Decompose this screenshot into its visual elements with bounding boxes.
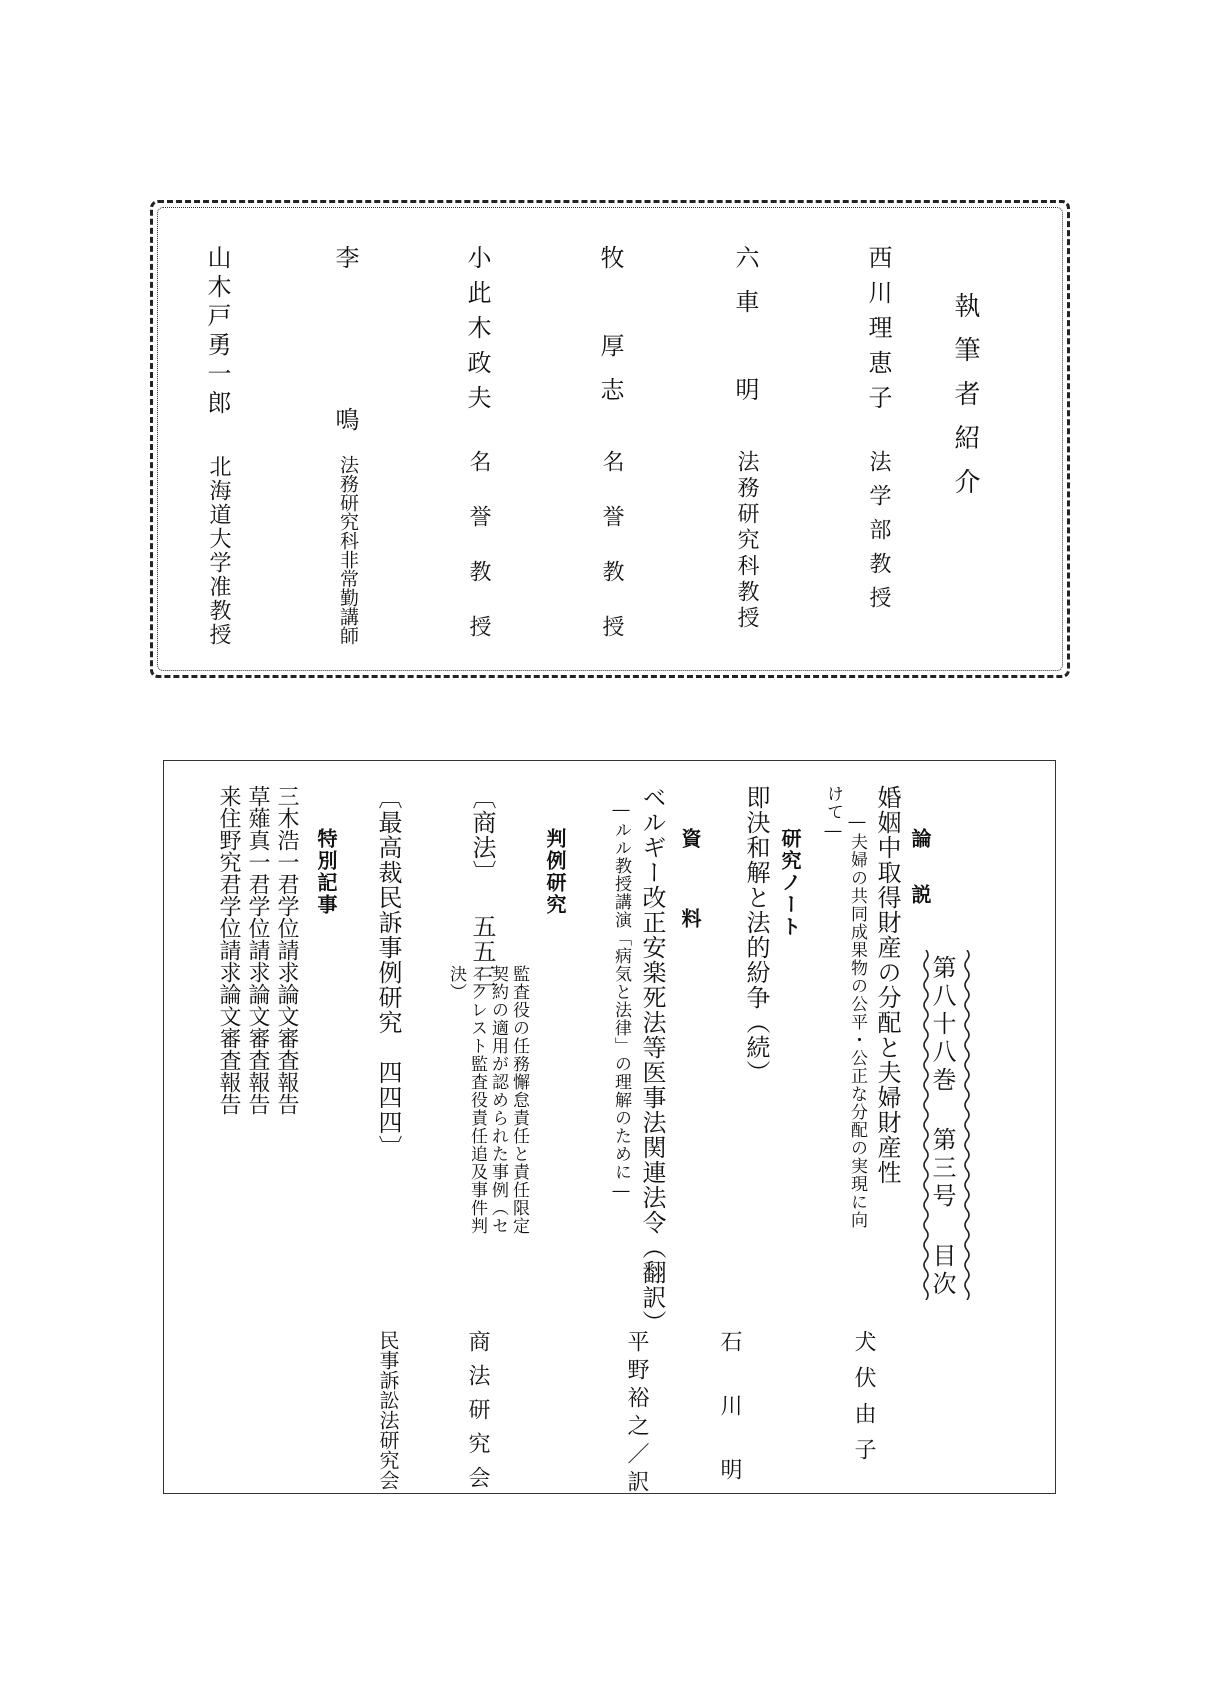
contributor-position: 法務研究科教授 xyxy=(734,450,759,632)
case-title-line[interactable]: 決） xyxy=(446,965,466,1001)
contributor-name: 李 鳴 xyxy=(331,245,359,461)
contributor-position: 名誉教授 xyxy=(599,450,624,670)
contributor-name: 牧 厚志 xyxy=(596,245,624,421)
section-hanrei: 判例研究 xyxy=(543,828,567,916)
section-research-note: 研究ノート xyxy=(778,828,802,938)
case-title-line[interactable]: イクレスト監査役責任追及事件判 xyxy=(467,965,487,1235)
article-author: 商法研究会 xyxy=(465,1330,490,1500)
article-subtitle: けて― xyxy=(823,785,843,842)
special-item[interactable]: 草薙真一君学位請求論文審査報告 xyxy=(245,785,270,1115)
contributor-name: 六車 明 xyxy=(731,245,759,421)
article-author: 石 川 明 xyxy=(717,1330,742,1490)
article-subtitle: ―夫婦の共同成果物の公平・公正な分配の実現に向 xyxy=(847,812,867,1229)
special-item[interactable]: 三木浩一君学位請求論文審査報告 xyxy=(274,785,299,1115)
wavy-rule-right xyxy=(963,950,971,1300)
article-author: 民事訴訟法研究会 xyxy=(376,1330,400,1490)
case-title-line[interactable]: 監査役の任務懈怠責任と責任限定 xyxy=(509,965,529,1235)
contributor-name: 山木戸勇一郎 xyxy=(203,245,231,419)
section-special: 特別記事 xyxy=(314,828,338,916)
case-label: 〔商法〕 五五三 xyxy=(468,785,496,989)
contributors-title: 執筆者紹介 xyxy=(950,292,980,512)
article-title[interactable]: 即決和解と法的紛争（続） xyxy=(742,785,770,1085)
contributor-position: 法学部教授 xyxy=(866,450,891,620)
case-title-line[interactable]: 契約の適用が認められた事例（セ xyxy=(488,965,508,1235)
section-ronsetsu: 論 説 xyxy=(908,828,932,910)
article-title[interactable]: 婚姻中取得財産の分配と夫婦財産性 xyxy=(873,785,901,1185)
contributor-name: 小此木政夫 xyxy=(463,245,491,420)
case-label[interactable]: 〔最高裁民訴事例研究 四四四〕 xyxy=(374,785,402,1160)
article-author: 犬伏由子 xyxy=(851,1330,876,1474)
section-shiryo: 資 料 xyxy=(678,828,702,946)
article-subtitle: ―ルル教授講演「病気と法律」の理解のために― xyxy=(611,800,631,1202)
contributor-position: 北海道大学准教授 xyxy=(206,455,231,647)
article-title[interactable]: ベルギー改正安楽死法等医事法関連法令（翻訳） xyxy=(638,785,666,1335)
article-author: 平野裕之／訳 xyxy=(624,1330,649,1498)
contributor-position: 名誉教授 xyxy=(466,450,491,670)
contributor-name: 西川理恵子 xyxy=(864,245,892,420)
contributor-position: 法務研究科非常勤講師 xyxy=(337,455,359,645)
issue-title: 第八十八巻 第三号 目次 xyxy=(928,955,956,1299)
special-item[interactable]: 来住野究君学位請求論文審査報告 xyxy=(216,785,241,1115)
